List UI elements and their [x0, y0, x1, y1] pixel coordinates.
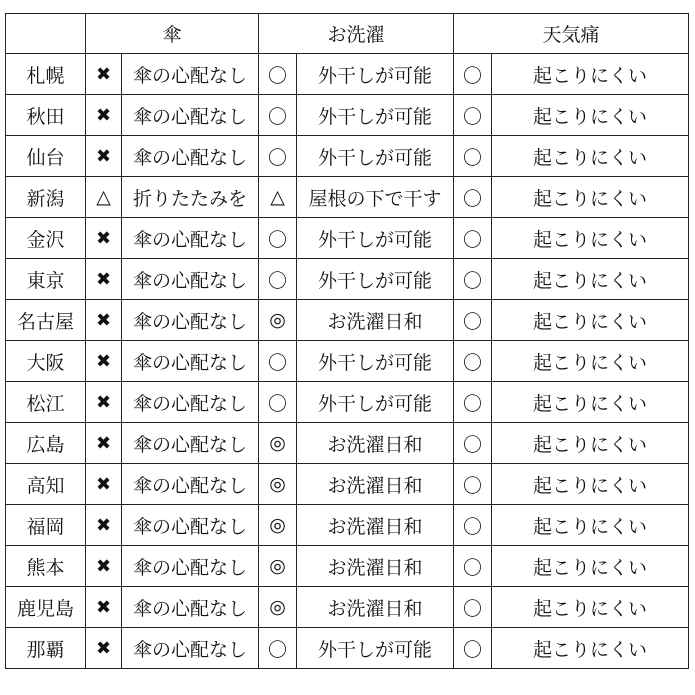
- weather-pain-symbol-cell: 〇: [454, 628, 492, 669]
- umbrella-text-cell: 傘の心配なし: [122, 259, 259, 300]
- umbrella-text-cell: 傘の心配なし: [122, 136, 259, 177]
- weather-pain-text-cell: 起こりにくい: [492, 218, 689, 259]
- weather-pain-text-cell: 起こりにくい: [492, 177, 689, 218]
- laundry-symbol-cell: ◎: [259, 505, 297, 546]
- table-body: [6, 54, 689, 669]
- umbrella-text-cell: 傘の心配なし: [122, 95, 259, 136]
- weather-pain-symbol-cell: 〇: [454, 259, 492, 300]
- laundry-symbol-cell: 〇: [259, 628, 297, 669]
- laundry-text-cell: お洗濯日和: [297, 423, 454, 464]
- weather-pain-text-cell: 起こりにくい: [492, 423, 689, 464]
- umbrella-text-cell: 傘の心配なし: [122, 546, 259, 587]
- laundry-text-cell: 外干しが可能: [297, 382, 454, 423]
- laundry-text-cell: 外干しが可能: [297, 136, 454, 177]
- umbrella-text-cell: 傘の心配なし: [122, 341, 259, 382]
- weather-pain-text-cell: 起こりにくい: [492, 464, 689, 505]
- weather-pain-symbol-cell: 〇: [454, 423, 492, 464]
- umbrella-symbol-cell: ✖: [86, 464, 122, 505]
- city-cell: 福岡: [6, 505, 86, 546]
- umbrella-symbol-cell: ✖: [86, 505, 122, 546]
- weather-pain-symbol-cell: 〇: [454, 95, 492, 136]
- table-row: [6, 382, 689, 423]
- weather-pain-symbol-cell: 〇: [454, 300, 492, 341]
- weather-pain-text-cell: 起こりにくい: [492, 259, 689, 300]
- umbrella-text-cell: 傘の心配なし: [122, 628, 259, 669]
- laundry-symbol-cell: 〇: [259, 218, 297, 259]
- weather-pain-symbol-cell: 〇: [454, 177, 492, 218]
- table-row: [6, 628, 689, 669]
- umbrella-symbol-cell: ✖: [86, 95, 122, 136]
- table-row: [6, 505, 689, 546]
- city-cell: 秋田: [6, 95, 86, 136]
- umbrella-symbol-cell: ✖: [86, 423, 122, 464]
- weather-pain-symbol-cell: 〇: [454, 54, 492, 95]
- laundry-text-cell: 外干しが可能: [297, 341, 454, 382]
- laundry-symbol-cell: ◎: [259, 546, 297, 587]
- laundry-symbol-cell: 〇: [259, 54, 297, 95]
- laundry-text-cell: お洗濯日和: [297, 464, 454, 505]
- weather-index-table: [5, 13, 689, 669]
- umbrella-text-cell: 傘の心配なし: [122, 464, 259, 505]
- umbrella-symbol-cell: ✖: [86, 587, 122, 628]
- table-row: [6, 423, 689, 464]
- table-row: [6, 177, 689, 218]
- header-row: [6, 14, 689, 54]
- weather-pain-symbol-cell: 〇: [454, 546, 492, 587]
- header-weather-pain: 天気痛: [454, 14, 689, 54]
- umbrella-symbol-cell: △: [86, 177, 122, 218]
- laundry-symbol-cell: 〇: [259, 259, 297, 300]
- city-cell: 高知: [6, 464, 86, 505]
- laundry-text-cell: 外干しが可能: [297, 54, 454, 95]
- weather-pain-text-cell: 起こりにくい: [492, 54, 689, 95]
- laundry-text-cell: 外干しが可能: [297, 628, 454, 669]
- weather-pain-text-cell: 起こりにくい: [492, 587, 689, 628]
- table-row: [6, 341, 689, 382]
- umbrella-symbol-cell: ✖: [86, 54, 122, 95]
- laundry-symbol-cell: △: [259, 177, 297, 218]
- table-row: [6, 464, 689, 505]
- weather-pain-symbol-cell: 〇: [454, 382, 492, 423]
- weather-pain-symbol-cell: 〇: [454, 341, 492, 382]
- laundry-symbol-cell: 〇: [259, 341, 297, 382]
- weather-pain-symbol-cell: 〇: [454, 218, 492, 259]
- weather-pain-symbol-cell: 〇: [454, 464, 492, 505]
- umbrella-symbol-cell: ✖: [86, 341, 122, 382]
- city-cell: 松江: [6, 382, 86, 423]
- laundry-text-cell: お洗濯日和: [297, 300, 454, 341]
- laundry-text-cell: 屋根の下で干す: [297, 177, 454, 218]
- laundry-symbol-cell: 〇: [259, 136, 297, 177]
- weather-pain-text-cell: 起こりにくい: [492, 300, 689, 341]
- laundry-text-cell: お洗濯日和: [297, 546, 454, 587]
- weather-pain-text-cell: 起こりにくい: [492, 95, 689, 136]
- umbrella-symbol-cell: ✖: [86, 218, 122, 259]
- laundry-text-cell: 外干しが可能: [297, 95, 454, 136]
- laundry-text-cell: お洗濯日和: [297, 587, 454, 628]
- table-row: [6, 218, 689, 259]
- umbrella-symbol-cell: ✖: [86, 628, 122, 669]
- laundry-symbol-cell: ◎: [259, 464, 297, 505]
- weather-pain-text-cell: 起こりにくい: [492, 382, 689, 423]
- umbrella-symbol-cell: ✖: [86, 259, 122, 300]
- city-cell: 名古屋: [6, 300, 86, 341]
- umbrella-symbol-cell: ✖: [86, 136, 122, 177]
- umbrella-symbol-cell: ✖: [86, 382, 122, 423]
- table-row: [6, 136, 689, 177]
- city-cell: 札幌: [6, 54, 86, 95]
- umbrella-text-cell: 傘の心配なし: [122, 423, 259, 464]
- table-row: [6, 259, 689, 300]
- umbrella-text-cell: 傘の心配なし: [122, 505, 259, 546]
- table-row: [6, 54, 689, 95]
- laundry-text-cell: 外干しが可能: [297, 218, 454, 259]
- city-cell: 新潟: [6, 177, 86, 218]
- umbrella-symbol-cell: ✖: [86, 546, 122, 587]
- city-cell: 東京: [6, 259, 86, 300]
- umbrella-text-cell: 傘の心配なし: [122, 218, 259, 259]
- header-umbrella: 傘: [86, 14, 259, 54]
- city-cell: 那覇: [6, 628, 86, 669]
- city-cell: 鹿児島: [6, 587, 86, 628]
- city-cell: 大阪: [6, 341, 86, 382]
- table-row: [6, 546, 689, 587]
- laundry-symbol-cell: ◎: [259, 423, 297, 464]
- weather-pain-text-cell: 起こりにくい: [492, 341, 689, 382]
- laundry-text-cell: お洗濯日和: [297, 505, 454, 546]
- laundry-symbol-cell: ◎: [259, 587, 297, 628]
- weather-pain-symbol-cell: 〇: [454, 587, 492, 628]
- city-cell: 金沢: [6, 218, 86, 259]
- weather-pain-symbol-cell: 〇: [454, 136, 492, 177]
- table-row: [6, 300, 689, 341]
- laundry-text-cell: 外干しが可能: [297, 259, 454, 300]
- laundry-symbol-cell: 〇: [259, 95, 297, 136]
- header-corner: [6, 14, 86, 54]
- header-laundry: お洗濯: [259, 14, 454, 54]
- city-cell: 熊本: [6, 546, 86, 587]
- weather-pain-symbol-cell: 〇: [454, 505, 492, 546]
- laundry-symbol-cell: ◎: [259, 300, 297, 341]
- weather-pain-text-cell: 起こりにくい: [492, 628, 689, 669]
- laundry-symbol-cell: 〇: [259, 382, 297, 423]
- table-row: [6, 587, 689, 628]
- umbrella-text-cell: 傘の心配なし: [122, 300, 259, 341]
- weather-pain-text-cell: 起こりにくい: [492, 546, 689, 587]
- weather-pain-text-cell: 起こりにくい: [492, 505, 689, 546]
- city-cell: 広島: [6, 423, 86, 464]
- umbrella-text-cell: 折りたたみを: [122, 177, 259, 218]
- umbrella-text-cell: 傘の心配なし: [122, 382, 259, 423]
- weather-pain-text-cell: 起こりにくい: [492, 136, 689, 177]
- umbrella-text-cell: 傘の心配なし: [122, 587, 259, 628]
- umbrella-text-cell: 傘の心配なし: [122, 54, 259, 95]
- umbrella-symbol-cell: ✖: [86, 300, 122, 341]
- city-cell: 仙台: [6, 136, 86, 177]
- table-row: [6, 95, 689, 136]
